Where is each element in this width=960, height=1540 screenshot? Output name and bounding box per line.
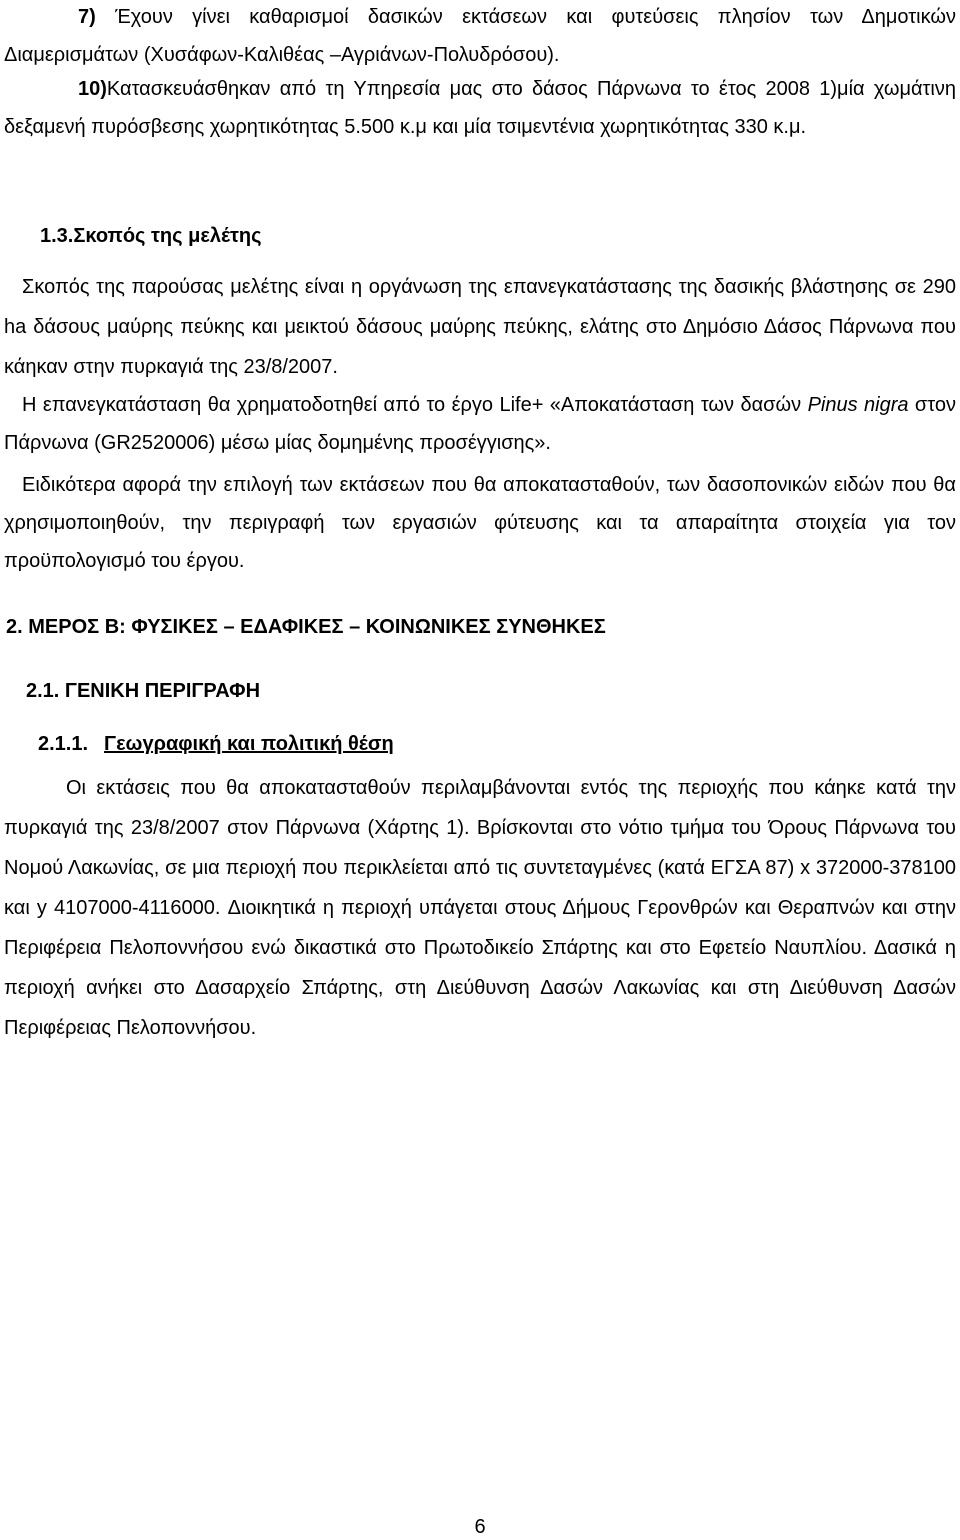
- item-7-text: Έχουν γίνει καθαρισμοί δασικών εκτάσεων και φυτεύσεις πλησίον των Δημοτικών Διαμερισμάτων (Χυσάφων-Καλιθέας –Αγριάνων-Πολυδρόσου).: [4, 6, 956, 66]
- section-1-3-paragraph-2: [4, 386, 956, 462]
- section-2-1-1-title: Γεωγραφική και πολιτική θέση: [104, 733, 394, 755]
- section-1-3-paragraph-1: Σκοπός της παρούσας μελέτης είναι η οργάνωση της επανεγκατάστασης της δασικής βλάστησης σε 290 ha δάσους μαύρης πεύκης και μεικτού δάσους μαύρης πεύκης, ελάτης στο Δημόσιο Δάσος Πάρνωνα που κάηκαν στην πυρκαγιά της 23/8/2007.: [4, 276, 956, 378]
- p2-text-end: στον Πάρνωνα (GR2520006) μέσω μίας δομημένης προσέγγισης».: [4, 394, 957, 454]
- part-b-heading: 2. ΜΕΡΟΣ Β: ΦΥΣΙΚΕΣ – ΕΔΑΦΙΚΕΣ – ΚΟΙΝΩΝΙΚΕΣ ΣΥΝΘΗΚΕΣ: [6, 616, 606, 638]
- section-2-1-1-paragraph: Οι εκτάσεις που θα αποκατασταθούν περιλαμβάνονται εντός της περιοχής που κάηκε κατά την πυρκαγιά της 23/8/2007 στον Πάρνωνα (Χάρτης 1). Βρίσκονται στο νότιο τμήμα του Όρους Πάρνωνα του Νομού Λακωνίας, σε μια περιοχή που περικλείεται από τις συντεταγμένες (κατά ΕΓΣΑ 87) x 372000-378100 και y 4107000-4116000. Διοικητικά η περιοχή υπάγεται στους Δήμους Γερονθρών και Θεραπνών και στην Περιφέρεια Πελοποννήσου ενώ δικαστικά στο Πρωτοδικείο Σπάρτης και στο Εφετείο Ναυπλίου. Δασικά η περιοχή ανήκει στο Δασαρχείο Σπάρτης, στη Διεύθυνση Δασών Λακωνίας και στη Διεύθυνση Δασών Περιφέρειας Πελοποννήσου.: [4, 777, 956, 1039]
- item-10-number: 10): [78, 78, 107, 100]
- section-1-3-paragraph-3: Ειδικότερα αφορά την επιλογή των εκτάσεων που θα αποκατασταθούν, των δασοπονικών ειδών που θα χρησιμοποιηθούν, την περιγραφή των εργασιών φύτευσης και τα απαραίτητα στοιχεία για τον προϋπολογισμό του έργου.: [4, 474, 956, 572]
- section-2-1-1-number: 2.1.1.: [38, 733, 89, 755]
- item-10-paragraph: [4, 70, 956, 146]
- p2-species-name: Pinus nigra: [807, 394, 909, 416]
- section-2-1-1-heading: [38, 730, 394, 758]
- item-7-paragraph: [4, 0, 956, 74]
- p2-text-start: Η επανεγκατάσταση θα χρηματοδοτηθεί από το έργο Life+ «Αποκατάσταση των δασών: [22, 394, 808, 416]
- item-10-text: Κατασκευάσθηκαν από τη Υπηρεσία μας στο δάσος Πάρνωνα το έτος 2008 1)μία χωμάτινη δεξαμενή πυρόσβεσης χωρητικότητας 5.500 κ.μ και μία τσιμεντένια χωρητικότητας 330 κ.μ.: [4, 78, 956, 138]
- section-1-3-heading: 1.3.Σκοπός της μελέτης: [40, 225, 262, 247]
- page-number: 6: [474, 1516, 486, 1538]
- section-2-1-heading: 2.1. ΓΕΝΙΚΗ ΠΕΡΙΓΡΑΦΗ: [26, 680, 261, 702]
- item-7-number: 7): [78, 6, 96, 28]
